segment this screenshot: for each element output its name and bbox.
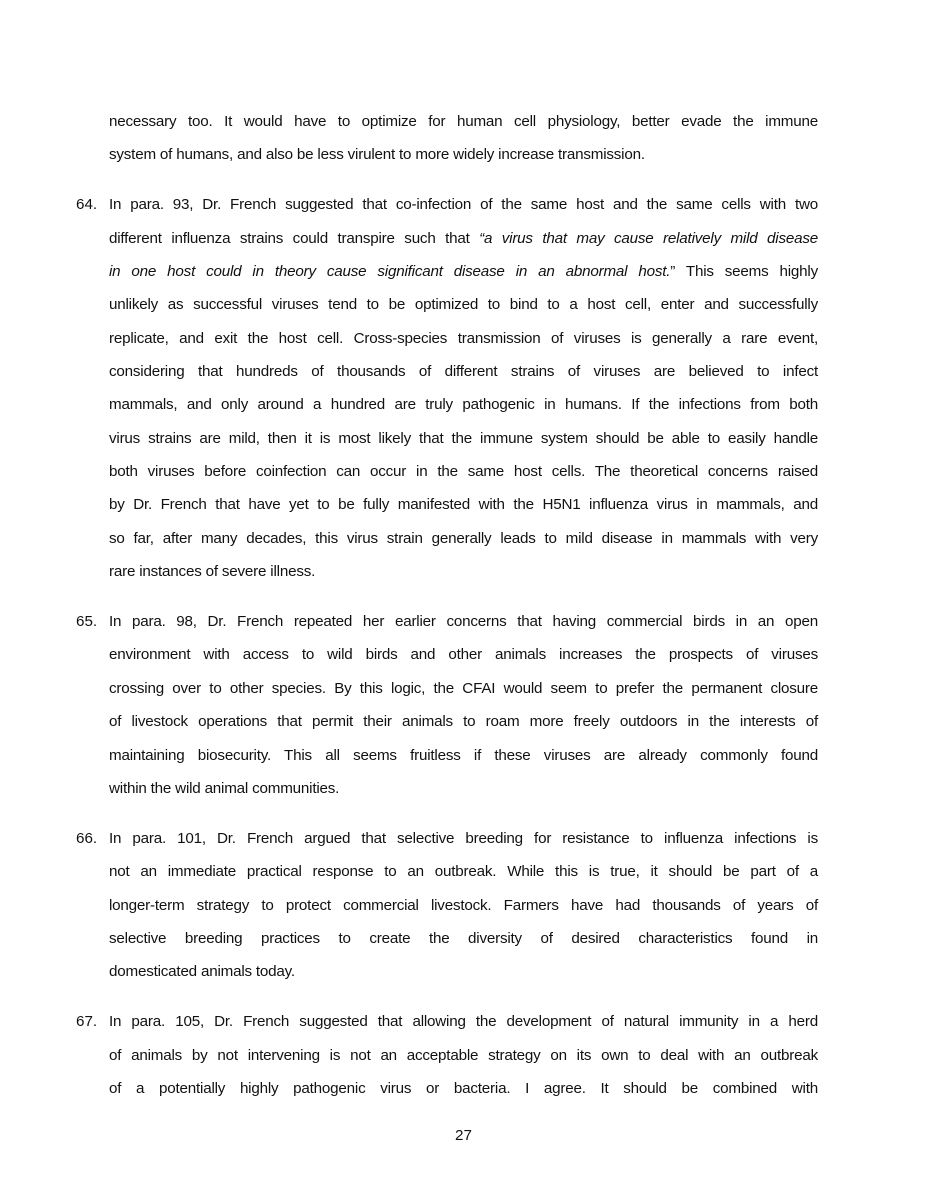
quoted-text: in one host could in theory cause significant disease in an abnormal host.: [109, 263, 671, 280]
text-line: [109, 1012, 818, 1032]
text-segment: considering that hundreds of thousands of different strains of viruses are believed to infect: [109, 363, 818, 381]
text-line: [109, 429, 818, 449]
text-segment: of livestock operations that permit their animals to roam more freely outdoors in the interests of: [109, 713, 818, 731]
text-segment: In para. 93, Dr. French suggested that co-infection of the same host and the same cells with two: [109, 196, 818, 214]
text-line: [109, 395, 818, 415]
text-line: [109, 362, 818, 382]
text-line: necessary too. It would have to optimize for human cell physiology, better evade the immune: [109, 113, 818, 130]
text-line: [109, 562, 818, 582]
text-segment: different influenza strains could transpire such that: [109, 229, 480, 247]
text-segment: selective breeding practices to create the diversity of desired characteristics found in: [109, 929, 818, 947]
text-segment: replicate, and exit the host cell. Cross-species transmission of viruses is generally a rare event,: [109, 329, 818, 347]
text-segment: by Dr. French that have yet to be fully manifested with the H5N1 influenza virus in mammals, and: [109, 496, 818, 514]
text-line: [109, 962, 818, 982]
text-line: [109, 1079, 818, 1099]
paragraph-number: 64.: [76, 196, 98, 214]
text-line: [109, 612, 818, 632]
text-line: [109, 229, 818, 249]
text-segment: In para. 101, Dr. French argued that selective breeding for resistance to influenza infections is: [109, 829, 818, 847]
text-line: [109, 679, 818, 699]
text-segment: ” This seems highly: [670, 263, 818, 280]
text-line: [109, 495, 818, 515]
text-segment: not an immediate practical response to an outbreak. While this is true, it should be part of a: [109, 863, 818, 881]
text-line: [109, 862, 818, 882]
quoted-text: “a virus that may cause relatively mild disease: [479, 229, 818, 247]
text-segment: virus strains are mild, then it is most likely that the immune system should be able to easily handle: [109, 429, 818, 447]
text-line: [109, 929, 818, 949]
paragraph-number: 66.: [76, 829, 98, 847]
text-segment: so far, after many decades, this virus strain generally leads to mild disease in mammals with very: [109, 529, 818, 547]
text-line: [109, 645, 818, 665]
text-segment: domesticated animals today.: [109, 963, 295, 981]
text-line: [109, 462, 818, 482]
text-segment: environment with access to wild birds and other animals increases the prospects of viruses: [109, 646, 818, 664]
text-segment: In para. 98, Dr. French repeated her earlier concerns that having commercial birds in an open: [109, 613, 818, 631]
text-segment: In para. 105, Dr. French suggested that allowing the development of natural immunity in a herd: [109, 1013, 818, 1031]
text-line: [109, 329, 818, 349]
text-segment: unlikely as successful viruses tend to be optimized to bind to a host cell, enter and successfully: [109, 296, 818, 314]
text-line: [109, 712, 818, 732]
text-line: [109, 746, 818, 766]
text-line: [109, 262, 818, 282]
text-segment: of a potentially highly pathogenic virus or bacteria. I agree. It should be combined with: [109, 1079, 818, 1097]
text-line: [109, 829, 818, 849]
text-segment: maintaining biosecurity. This all seems fruitless if these viruses are already commonly found: [109, 746, 818, 764]
text-segment: longer-term strategy to protect commercial livestock. Farmers have had thousands of years of: [109, 896, 818, 914]
text-line: system of humans, and also be less virulent to more widely increase transmission.: [109, 146, 645, 164]
text-segment: both viruses before coinfection can occur in the same host cells. The theoretical concerns raised: [109, 463, 818, 481]
text-segment: mammals, and only around a hundred are truly pathogenic in humans. If the infections from both: [109, 396, 818, 414]
text-line: [109, 779, 818, 799]
text-segment: of animals by not intervening is not an acceptable strategy on its own to deal with an outbreak: [109, 1046, 818, 1064]
page-number: 27: [455, 1127, 472, 1144]
text-segment: within the wild animal communities.: [109, 779, 340, 797]
text-line: [109, 195, 818, 215]
text-line: [109, 529, 818, 549]
text-segment: crossing over to other species. By this logic, the CFAI would seem to prefer the permanent closure: [109, 679, 818, 697]
text-line: [109, 1046, 818, 1066]
text-line: [109, 896, 818, 916]
text-line: [109, 295, 818, 315]
text-segment: rare instances of severe illness.: [109, 563, 316, 581]
paragraph-number: 65.: [76, 613, 98, 631]
paragraph-number: 67.: [76, 1013, 98, 1031]
